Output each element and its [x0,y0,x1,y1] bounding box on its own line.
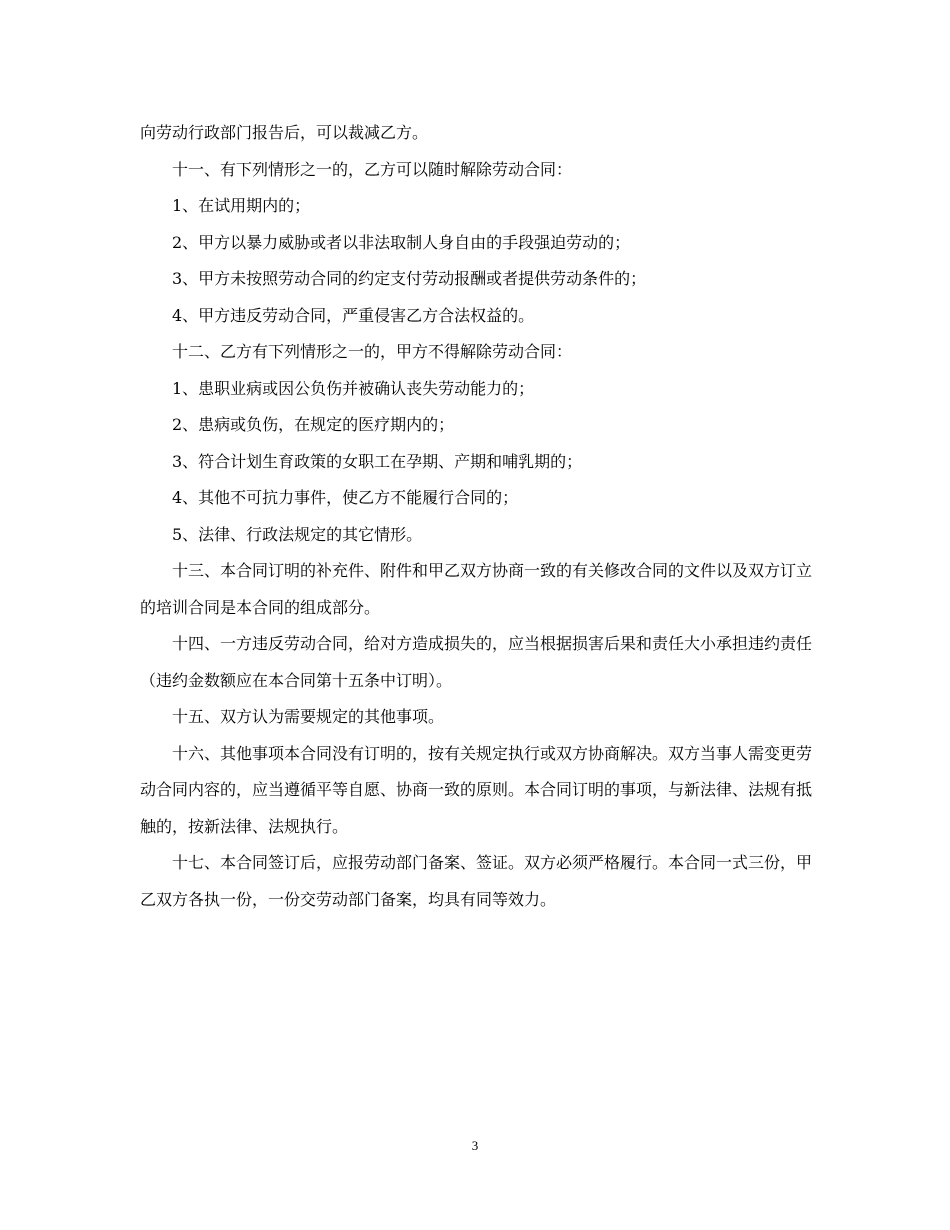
paragraph: 4、甲方违反劳动合同，严重侵害乙方合法权益的。 [172,305,535,325]
paragraph: 5、法律、行政法规定的其它情形。 [172,524,423,544]
paragraph: 2、患病或负伤，在规定的医疗期内的； [172,415,455,434]
paragraph: 4、其他不可抗力事件，使乙方不能履行合同的； [172,488,519,507]
paragraph: 十七、本合同签订后，应报劳动部门备案、签证。双方必须严格履行。本合同一式三份，甲乙双方各执一份，一份交劳动部门备案，均具有同等效力。 [140,853,813,909]
paragraph: 2、甲方以暴力威胁或者以非法取制人身自由的手段强迫劳动的； [172,232,631,252]
page-number: 3 [471,1138,479,1153]
paragraph: 十二、乙方有下列情形之一的，甲方不得解除劳动合同： [172,342,573,361]
paragraph: 十六、其他事项本合同没有订明的，按有关规定执行或双方协商解决。双方当事人需变更劳动合同内容的，应当遵循平等自愿、协商一致的原则。本合同订明的事项，与新法律、法规有抵触的，按新法律、法规执行。 [140,743,813,836]
paragraph: 十四、一方违反劳动合同，给对方造成损失的，应当根据损害后果和责任大小承担违约责任（违约金数额应在本合同第十五条中订明）。 [140,634,813,690]
paragraph: 3、符合计划生育政策的女职工在孕期、产期和哺乳期的； [172,451,583,471]
paragraph: 十一、有下列情形之一的，乙方可以随时解除劳动合同： [172,159,573,179]
document-body [140,115,812,918]
paragraph: 1、在试用期内的； [172,196,311,215]
paragraph: 十三、本合同订明的补充件、附件和甲乙双方协商一致的有关修改合同的文件以及双方订立的培训合同是本合同的组成部分。 [140,561,813,617]
paragraph: 十五、双方认为需要规定的其他事项。 [172,707,445,726]
paragraph: 向劳动行政部门报告后，可以裁减乙方。 [140,123,429,142]
paragraph: 3、甲方未按照劳动合同的约定支付劳动报酬或者提供劳动条件的； [172,269,647,288]
paragraph: 1、患职业病或因公负伤并被确认丧失劳动能力的； [172,378,535,398]
